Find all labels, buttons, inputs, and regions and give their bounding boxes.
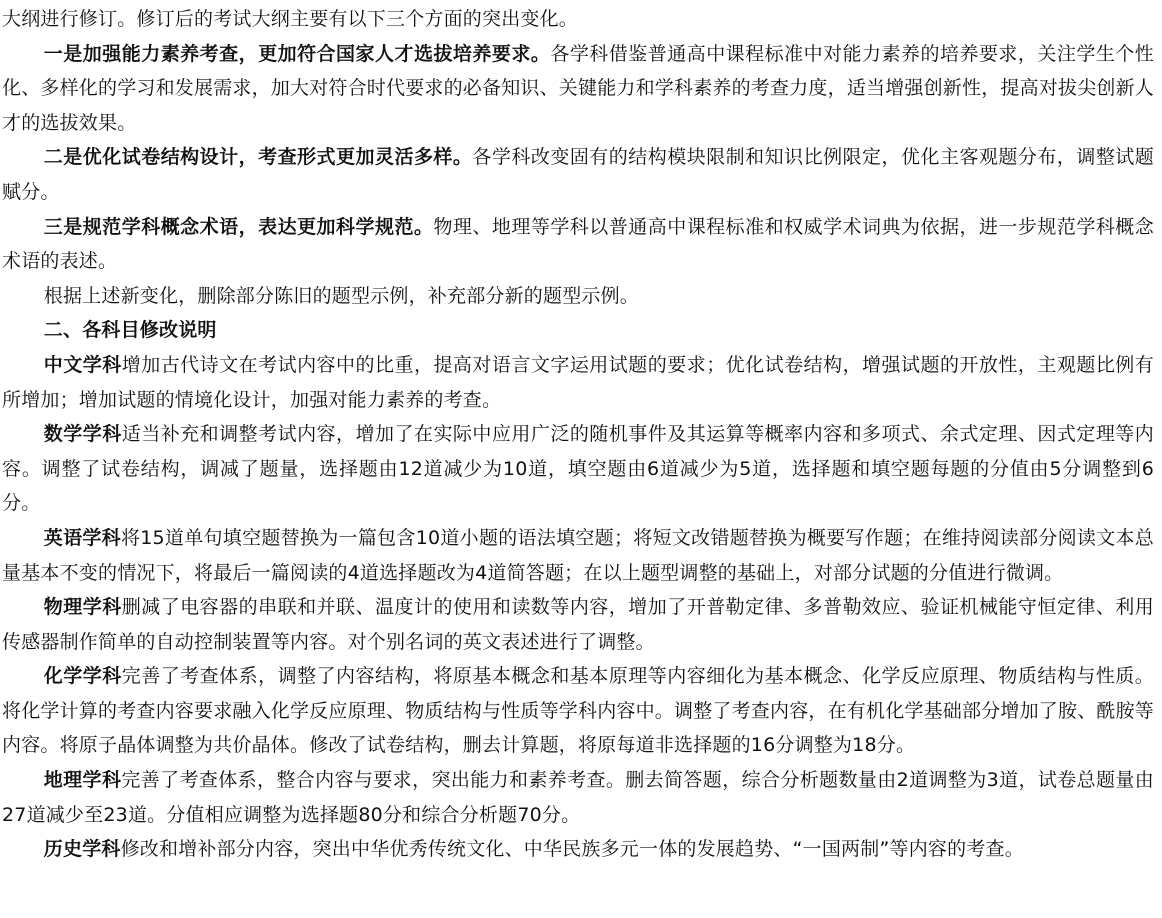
subject-history-text: 修改和增补部分内容，突出中华优秀传统文化、中华民族多元一体的发展趋势、“一国两制”等内容的考查。 [120,838,1024,861]
subject-math-name: 数学学科 [43,423,122,446]
change-item-3-text: 物理、地理等学科以普通高中课程标准和权威学术词典为依据，进一步规范学科概念术语的表述。 [2,215,1154,273]
subject-geography [2,763,1154,832]
change-item-2-title: 二是优化试卷结构设计，考查形式更加灵活多样。 [43,146,473,169]
subject-geography-name: 地理学科 [43,769,122,792]
change-item-2 [2,140,1154,209]
subject-chemistry-name: 化学学科 [43,665,122,688]
change-item-3-title: 三是规范学科概念术语，表达更加科学规范。 [43,215,434,238]
subject-chinese-text: 增加古代诗文在考试内容中的比重，提高对语言文字运用试题的要求；优化试卷结构，增强试题的开放性，主观题比例有所增加；增加试题的情境化设计，加强对能力素养的考查。 [2,353,1154,411]
subject-history [2,832,1154,867]
subject-geography-text: 完善了考查体系，整合内容与要求，突出能力和素养考查。删去简答题，综合分析题数量由2道调整为3道，试卷总题量由27道减少至23道。分值相应调整为选择题80分和综合分析题70分。 [2,769,1154,826]
subject-chinese-name: 中文学科 [43,353,122,376]
subject-math [2,417,1154,521]
subject-chemistry-text: 完善了考查体系，调整了内容结构，将原基本概念和基本原理等内容细化为基本概念、化学反应原理、物质结构与性质。将化学计算的考查内容要求融入化学反应原理、物质结构与性质等学科内容中。调整了考查内容，在有机化学基础部分增加了胺、酰胺等内容。将原子晶体调整为共价晶体。修改了试卷结构，删去计算题，将原每道非选择题的16分调整为18分。 [2,665,1155,757]
subject-chinese [2,348,1154,417]
subject-physics-name: 物理学科 [43,596,122,619]
summary-paragraph: 根据上述新变化，删除部分陈旧的题型示例，补充部分新的题型示例。 [43,284,639,307]
subject-chemistry [2,659,1154,763]
subject-history-name: 历史学科 [43,838,121,861]
change-item-3 [2,210,1154,279]
subject-english-text: 将15道单句填空题替换为一篇包含10道小题的语法填空题；将短文改错题替换为概要写作题；在维持阅读部分阅读文本总量基本不变的情况下，将最后一篇阅读的4道选择题改为4道简答题；在以上题型调整的基础上，对部分试题的分值进行微调。 [2,526,1154,584]
subject-math-text: 适当补充和调整考试内容，增加了在实际中应用广泛的随机事件及其运算等概率内容和多项式、余式定理、因式定理等内容。调整了试卷结构，调减了题量，选择题由12道减少为10道，填空题由6道减少为5道，选择题和填空题每题的分值由5分调整到6分。 [2,423,1154,515]
change-item-1-title: 一是加强能力素养考查，更加符合国家人才选拔培养要求。 [43,42,551,65]
section-heading: 二、各科目修改说明 [43,319,217,342]
intro-paragraph: 大纲进行修订。修订后的考试大纲主要有以下三个方面的突出变化。 [2,8,579,30]
change-item-1-text: 各学科借鉴普通高中课程标准中对能力素养的培养要求，关注学生个性化、多样化的学习和发展需求，加大对符合时代要求的必备知识、关键能力和学科素养的考查力度，适当增强创新性，提高对拔尖创新人才的选拔效果。 [2,42,1155,134]
subject-physics-text: 删减了电容器的串联和并联、温度计的使用和读数等内容，增加了开普勒定律、多普勒效应、验证机械能守恒定律、利用传感器制作简单的自动控制装置等内容。对个别名词的英文表述进行了调整。 [2,596,1154,653]
subject-physics [2,590,1154,659]
change-item-1 [2,37,1154,141]
subject-english-name: 英语学科 [43,526,121,549]
change-item-2-text: 各学科改变固有的结构模块限制和知识比例限定，优化主客观题分布，调整试题赋分。 [2,146,1154,203]
subject-english [2,521,1154,590]
